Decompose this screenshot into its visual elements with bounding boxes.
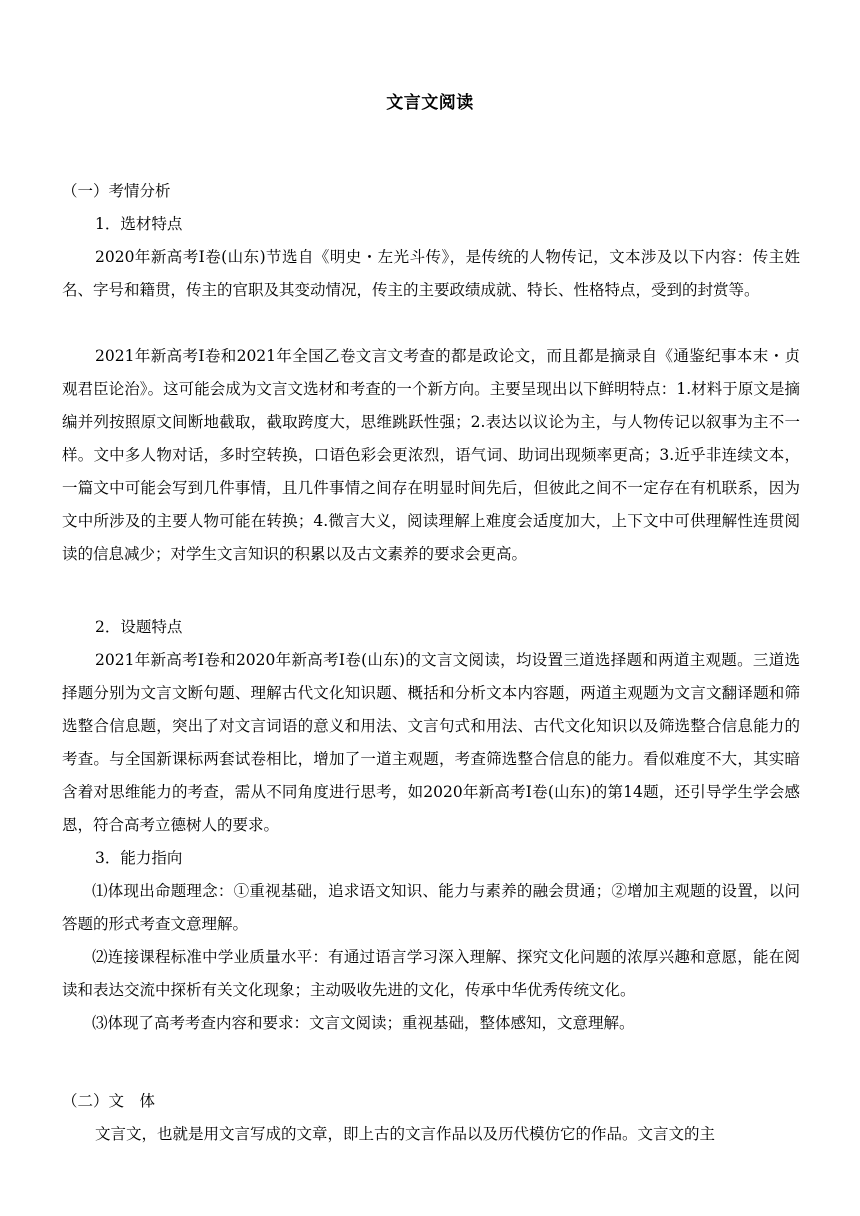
question-design-paragraph	[62, 644, 800, 842]
material-paragraph-2	[62, 340, 800, 571]
ability-item-2	[62, 941, 800, 1007]
material-paragraph-1	[62, 241, 800, 307]
subsection-heading-ability: 3．能力指向	[95, 849, 183, 867]
paragraph-text: 2021年新高考Ⅰ卷和2021年全国乙卷文言文考查的都是政论文，而且都是摘录自《通鉴纪事本末・贞观君臣论治》。这可能会成为文言文选材和考查的一个新方向。主要呈现出以下鲜明特点：1.材料于原文是摘编并列按照原文间断地截取，截取跨度大，思维跳跃性强；2.表达以议论为主，与人物传记以叙事为主不一样。文中多人物对话，多时空转换，口语色彩会更浓烈，语气词、助词出现频率更高；3.近乎非连续文本，一篇文中可能会写到几件事情，且几件事情之间存在明显时间先后，但彼此之间不一定存在有机联系，因为文中所涉及的主要人物可能在转换；4.微言大义，阅读理解上难度会适度加大，上下文中可供理解性连贯阅读的信息减少；对学生文言知识的积累以及古文素养的要求会更高。	[62, 347, 800, 563]
section-heading-analysis: （一）考情分析	[62, 182, 171, 200]
section-heading-genre: （二）文 体	[62, 1092, 156, 1110]
genre-paragraph	[62, 1118, 800, 1151]
list-item: ⑴体现出命题理念：①重视基础，追求语文知识、能力与素养的融会贯通；②增加主观题的设置，以问答题的形式考查文意理解。	[62, 882, 800, 933]
subsection-heading-question-design: 2．设题特点	[95, 618, 183, 636]
list-item: ⑵连接课程标准中学业质量水平：有通过语言学习深入理解、探究文化问题的浓厚兴趣和意愿，能在阅读和表达交流中探析有关文化现象；主动吸收先进的文化，传承中华优秀传统文化。	[62, 948, 800, 999]
subsection-heading-material: 1．选材特点	[95, 215, 183, 233]
paragraph-text: 2021年新高考Ⅰ卷和2020年新高考Ⅰ卷(山东)的文言文阅读，均设置三道选择题和两道主观题。三道选择题分别为文言文断句题、理解古代文化知识题、概括和分析文本内容题，两道主观题为文言文翻译题和筛选整合信息题，突出了对文言词语的意义和用法、文言句式和用法、古代文化知识以及筛选整合信息能力的考查。与全国新课标两套试卷相比，增加了一道主观题，考查筛选整合信息的能力。看似难度不大，其实暗含着对思维能力的考查，需从不同角度进行思考，如2020年新高考Ⅰ卷(山东)的第14题，还引导学生学会感恩，符合高考立德树人的要求。	[62, 651, 800, 834]
list-item: ⑶体现了高考考查内容和要求：文言文阅读；重视基础，整体感知，文意理解。	[92, 1014, 635, 1032]
paragraph-text: 2020年新高考Ⅰ卷(山东)节选自《明史・左光斗传》，是传统的人物传记，文本涉及以下内容：传主姓名、字号和籍贯，传主的官职及其变动情况，传主的主要政绩成就、特长、性格特点，受到的封赏等。	[62, 248, 800, 299]
page-title: 文言文阅读	[386, 93, 474, 113]
paragraph-text: 文言文，也就是用文言写成的文章，即上古的文言作品以及历代模仿它的作品。文言文的主	[95, 1125, 716, 1143]
ability-item-3	[62, 1007, 800, 1040]
ability-item-1	[62, 875, 800, 941]
